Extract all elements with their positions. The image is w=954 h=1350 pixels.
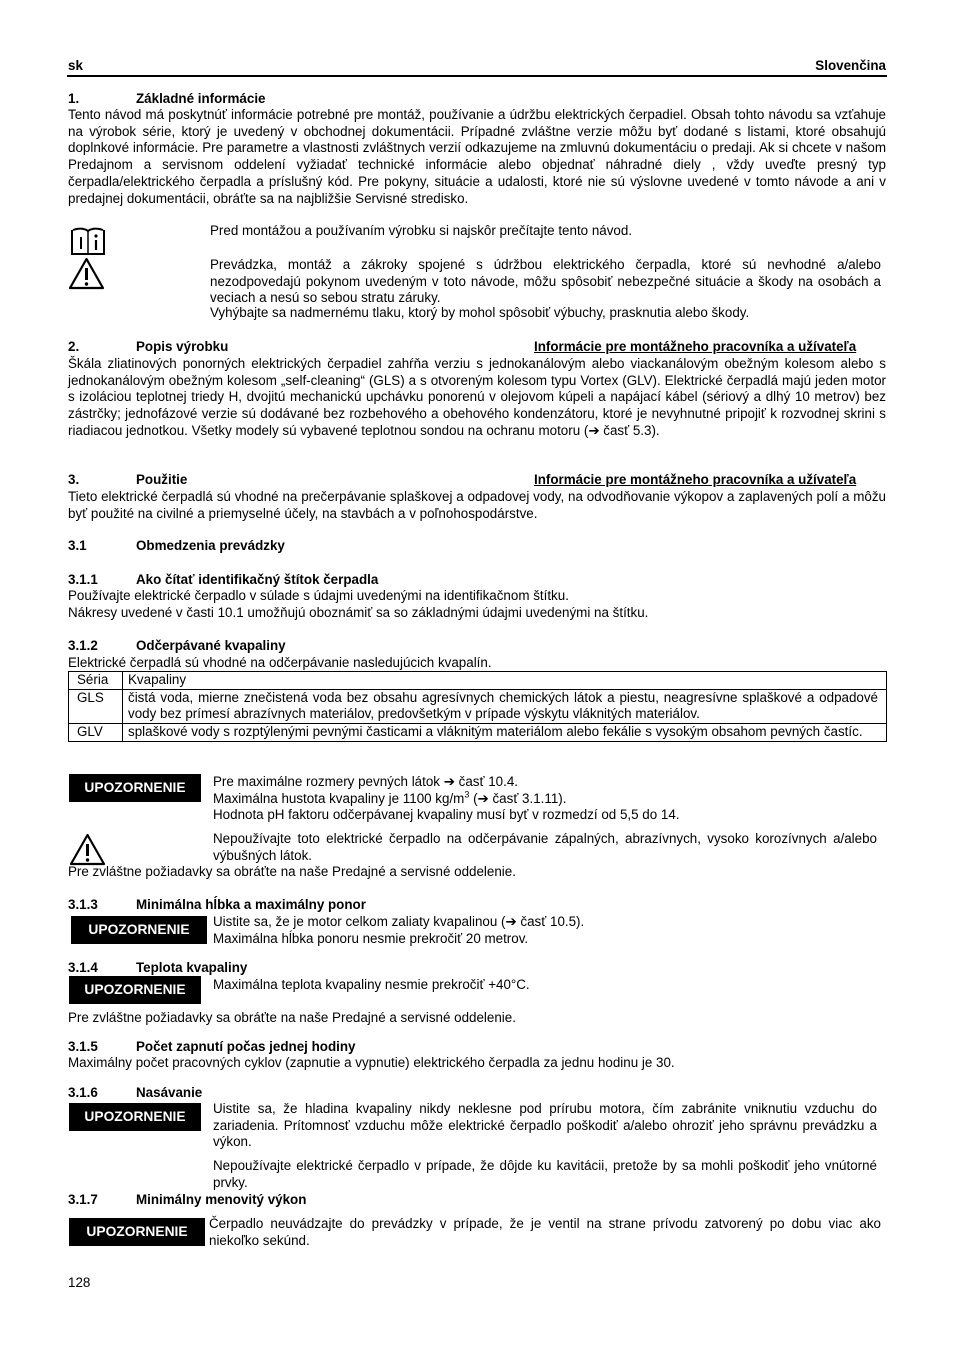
read-manual-icon [70, 226, 106, 256]
read-manual-notice: Pred montážou a používaním výrobku si najskôr prečítajte tento návod. [210, 223, 633, 238]
density-superscript: 3 [464, 789, 470, 800]
section-3-1-4-heading [68, 960, 247, 977]
table-cell: GLV [69, 724, 123, 742]
section-title: Ako čítať identifikačný štítok čerpadla [136, 572, 379, 587]
table-cell: GLS [69, 689, 123, 723]
suction-note: Uistite sa, že hladina kvapaliny nikdy neklesne pod prírubu motora, čím zabránite vniknutiu vzduchu do zariadenia. Prítomnosť vzduchu môže elektrické čerpadlo poškodiť a/alebo ohroziť jeho správnu prevádzku a výkon. [213, 1101, 877, 1150]
section-number: 3.1 [68, 538, 87, 553]
nameplate-line-1: Používajte elektrické čerpadlo v súlade s údajmi uvedenými na identifikačnom štítku. [68, 588, 569, 603]
section-title: Popis výrobku [136, 339, 229, 354]
section-number: 3.1.5 [68, 1039, 98, 1054]
section-2-heading [68, 339, 857, 356]
header-language-code: sk [68, 58, 83, 73]
solids-size-note: Pre maximálne rozmery pevných látok ➔ časť 10.4. [213, 774, 519, 789]
section-3-1-7-heading [68, 1192, 306, 1209]
section-3-1-2-heading [68, 638, 286, 655]
section-title: Minimálny menovitý výkon [136, 1192, 307, 1207]
section-2-body: Škála zliatinových ponorných elektrických čerpadiel zahŕňa verziu s jednokanálovým alebo viackanálovým obežným kolesom alebo s jednokanálovým obežným kolesom „self-cleaning“ (GLS) a s otvoreným kolesom typu Vortex (GLV). Elektrické čerpadlá majú jeden motor s izoláciou teplotnej triedy H, dvojitú mechanickú upchávku ponorenú v olejovom kúpeli a napájací kábel (sériový a dlhý 10 metrov) bez zástrčky; jednofázové verzie sú dodávané bez rozbehového a obehového kondenzátoru, ktoré je nevyhnutné pripojiť k rozvodnej skrini s riadiacou jednotkou. Všetky modely sú vybavené teplotnou sondou na ochranu motoru (➔ časť 5.3). [68, 356, 886, 438]
section-3-1-3-heading [68, 897, 366, 914]
section-title: Minimálna hĺbka a maximálny ponor [136, 897, 366, 912]
warning-badge: UPOZORNENIE [69, 1103, 201, 1131]
fluids-intro: Elektrické čerpadlá sú vhodné na odčerpávanie nasledujúcich kvapalín. [68, 655, 492, 670]
warning-triangle-icon [68, 257, 105, 290]
audience-note: Informácie pre montážneho pracovníka a užívateľa [534, 472, 857, 487]
section-number: 1. [68, 91, 80, 106]
closed-valve-note: Čerpadlo neuvádzajte do prevádzky v prípade, že je ventil na strane prívodu zatvorený po dobu viac ako niekoľko sekúnd. [209, 1216, 881, 1248]
section-3-body: Tieto elektrické čerpadlá sú vhodné na prečerpávanie splaškovej a odpadovej vody, na odvodňovanie výkopov a zaplavených polí a môžu byť použité na civilné a priemyselné účely, na stavbách a v poľnohospodárstve. [68, 489, 886, 521]
submersion-note: Uistite sa, že je motor celkom zaliaty kvapalinou (➔ časť 10.5). [213, 914, 585, 929]
section-number: 3.1.1 [68, 572, 98, 587]
max-temperature-note: Maximálna teplota kvapaliny nesmie prekročiť +40°C. [213, 977, 530, 992]
section-1-heading [68, 91, 266, 108]
section-3-1-1-heading [68, 572, 378, 589]
cavitation-note: Nepoužívajte elektrické čerpadlo v prípade, že dôjde ku kavitácii, pretože by sa mohli poškodiť jeho vnútorné prvky. [213, 1158, 877, 1190]
density-note [213, 791, 885, 808]
hazardous-substances-note: Nepoužívajte toto elektrické čerpadlo na odčerpávanie zápalných, abrazívnych, vysoko korozívnych a/alebo výbušných látok. [213, 831, 877, 863]
section-1-body: Tento návod má poskytnúť informácie potrebné pre montáž, používanie a údržbu elektrických čerpadiel. Obsah tohto návodu sa vzťahuje na výrobok série, ktorý je uvedený v obchodnej dokumentácii. Prípadné zvláštne verzie môžu byť dodané s listami, ktoré obsahujú doplnkové informácie. Pre parametre a vlastnosti zvláštnych verzií odkazujeme na zmluvnú dokumentáciu o predaji. Ak si chcete v našom Predajnom a servisnom oddelení vyžiadať technické informácie alebo objednať náhradné diely , vždy uveďte presný typ čerpadla/elektrického čerpadla a príslušný kód. Pre pokyny, situácie a udalosti, ktoré nie sú výslovne uvedené v tomto návode a ani v predajnej dokumentácii, obráťte sa na najbližšie Servisné stredisko. [68, 107, 886, 206]
section-number: 3.1.7 [68, 1192, 98, 1207]
table-header-row [69, 672, 887, 690]
warning-badge: UPOZORNENIE [69, 774, 201, 802]
special-requests-note: Pre zvláštne požiadavky sa obráťte na naše Predajné a servisné oddelenie. [68, 1010, 516, 1025]
density-ref: (➔ časť 3.1.11). [469, 791, 567, 806]
section-number: 3.1.6 [68, 1085, 98, 1100]
section-title: Použitie [136, 472, 188, 487]
table-cell: čistá voda, mierne znečistená voda bez obsahu agresívnych chemických látok a piestu, neagresívne splaškové a odpadové vody bez prímesí abrazívnych materiálov, predovšetkým v prípade výskytu vláknitých materiálov. [123, 689, 887, 723]
table-row [69, 724, 887, 742]
header-language-name: Slovenčina [815, 58, 886, 73]
section-title: Obmedzenia prevádzky [136, 538, 285, 553]
ph-note: Hodnota pH faktoru odčerpávanej kvapaliny musí byť v rozmedzí od 5,5 do 14. [213, 807, 680, 822]
density-text: Maximálna hustota kvapaliny je 1100 kg/m [213, 791, 465, 806]
section-title: Nasávanie [136, 1085, 203, 1100]
section-number: 3.1.2 [68, 638, 98, 653]
section-title: Počet zapnutí počas jednej hodiny [136, 1039, 356, 1054]
table-header-cell: Kvapaliny [123, 672, 887, 690]
section-number: 3. [68, 472, 80, 487]
table-header-cell: Séria [69, 672, 123, 690]
warning-badge: UPOZORNENIE [69, 1218, 205, 1246]
nameplate-line-2: Nákresy uvedené v časti 10.1 umožňujú oboznámiť sa so základnými údajmi uvedenými na štítku. [68, 605, 649, 620]
section-title: Základné informácie [136, 91, 266, 106]
warning-badge: UPOZORNENIE [69, 976, 201, 1004]
section-3-1-6-heading [68, 1085, 202, 1102]
section-3-1-5-heading [68, 1039, 356, 1056]
warning-badge: UPOZORNENIE [71, 916, 207, 944]
page-number: 128 [68, 1275, 91, 1290]
section-3-heading [68, 472, 857, 489]
section-3-1-heading [68, 538, 285, 555]
table-row [69, 689, 887, 723]
pressure-notice: Vyhýbajte sa nadmernému tlaku, ktorý by mohol spôsobiť výbuchy, prasknutia alebo škody. [210, 305, 750, 320]
audience-note: Informácie pre montážneho pracovníka a užívateľa [534, 339, 857, 354]
warning-notice: Prevádzka, montáž a zákroky spojené s údržbou elektrického čerpadla, ktoré sú nevhodné a/alebo nezodpovedajú pokynom uvedeným v toto návode, môžu spôsobiť nebezpečné situácie a škody na osobách a veciach a nesú so sebou stratu záruky. [210, 257, 881, 306]
warning-triangle-icon [69, 833, 106, 866]
section-number: 3.1.3 [68, 897, 98, 912]
max-depth-note: Maximálna hĺbka ponoru nesmie prekročiť 20 metrov. [213, 931, 529, 946]
section-title: Teplota kvapaliny [136, 960, 248, 975]
fluids-table [68, 671, 887, 742]
section-number: 3.1.4 [68, 960, 98, 975]
section-title: Odčerpávané kvapaliny [136, 638, 286, 653]
header-rule [67, 75, 887, 77]
section-number: 2. [68, 339, 80, 354]
table-cell: splaškové vody s rozptýlenými pevnými časticami a vláknitým materiálom alebo fekálie s vysokým obsahom pevných častíc. [123, 724, 887, 742]
special-requests-note: Pre zvláštne požiadavky sa obráťte na naše Predajné a servisné oddelenie. [68, 864, 516, 879]
starts-per-hour-note: Maximálny počet pracovných cyklov (zapnutie a vypnutie) elektrického čerpadla za jednu hodinu je 30. [68, 1055, 675, 1070]
